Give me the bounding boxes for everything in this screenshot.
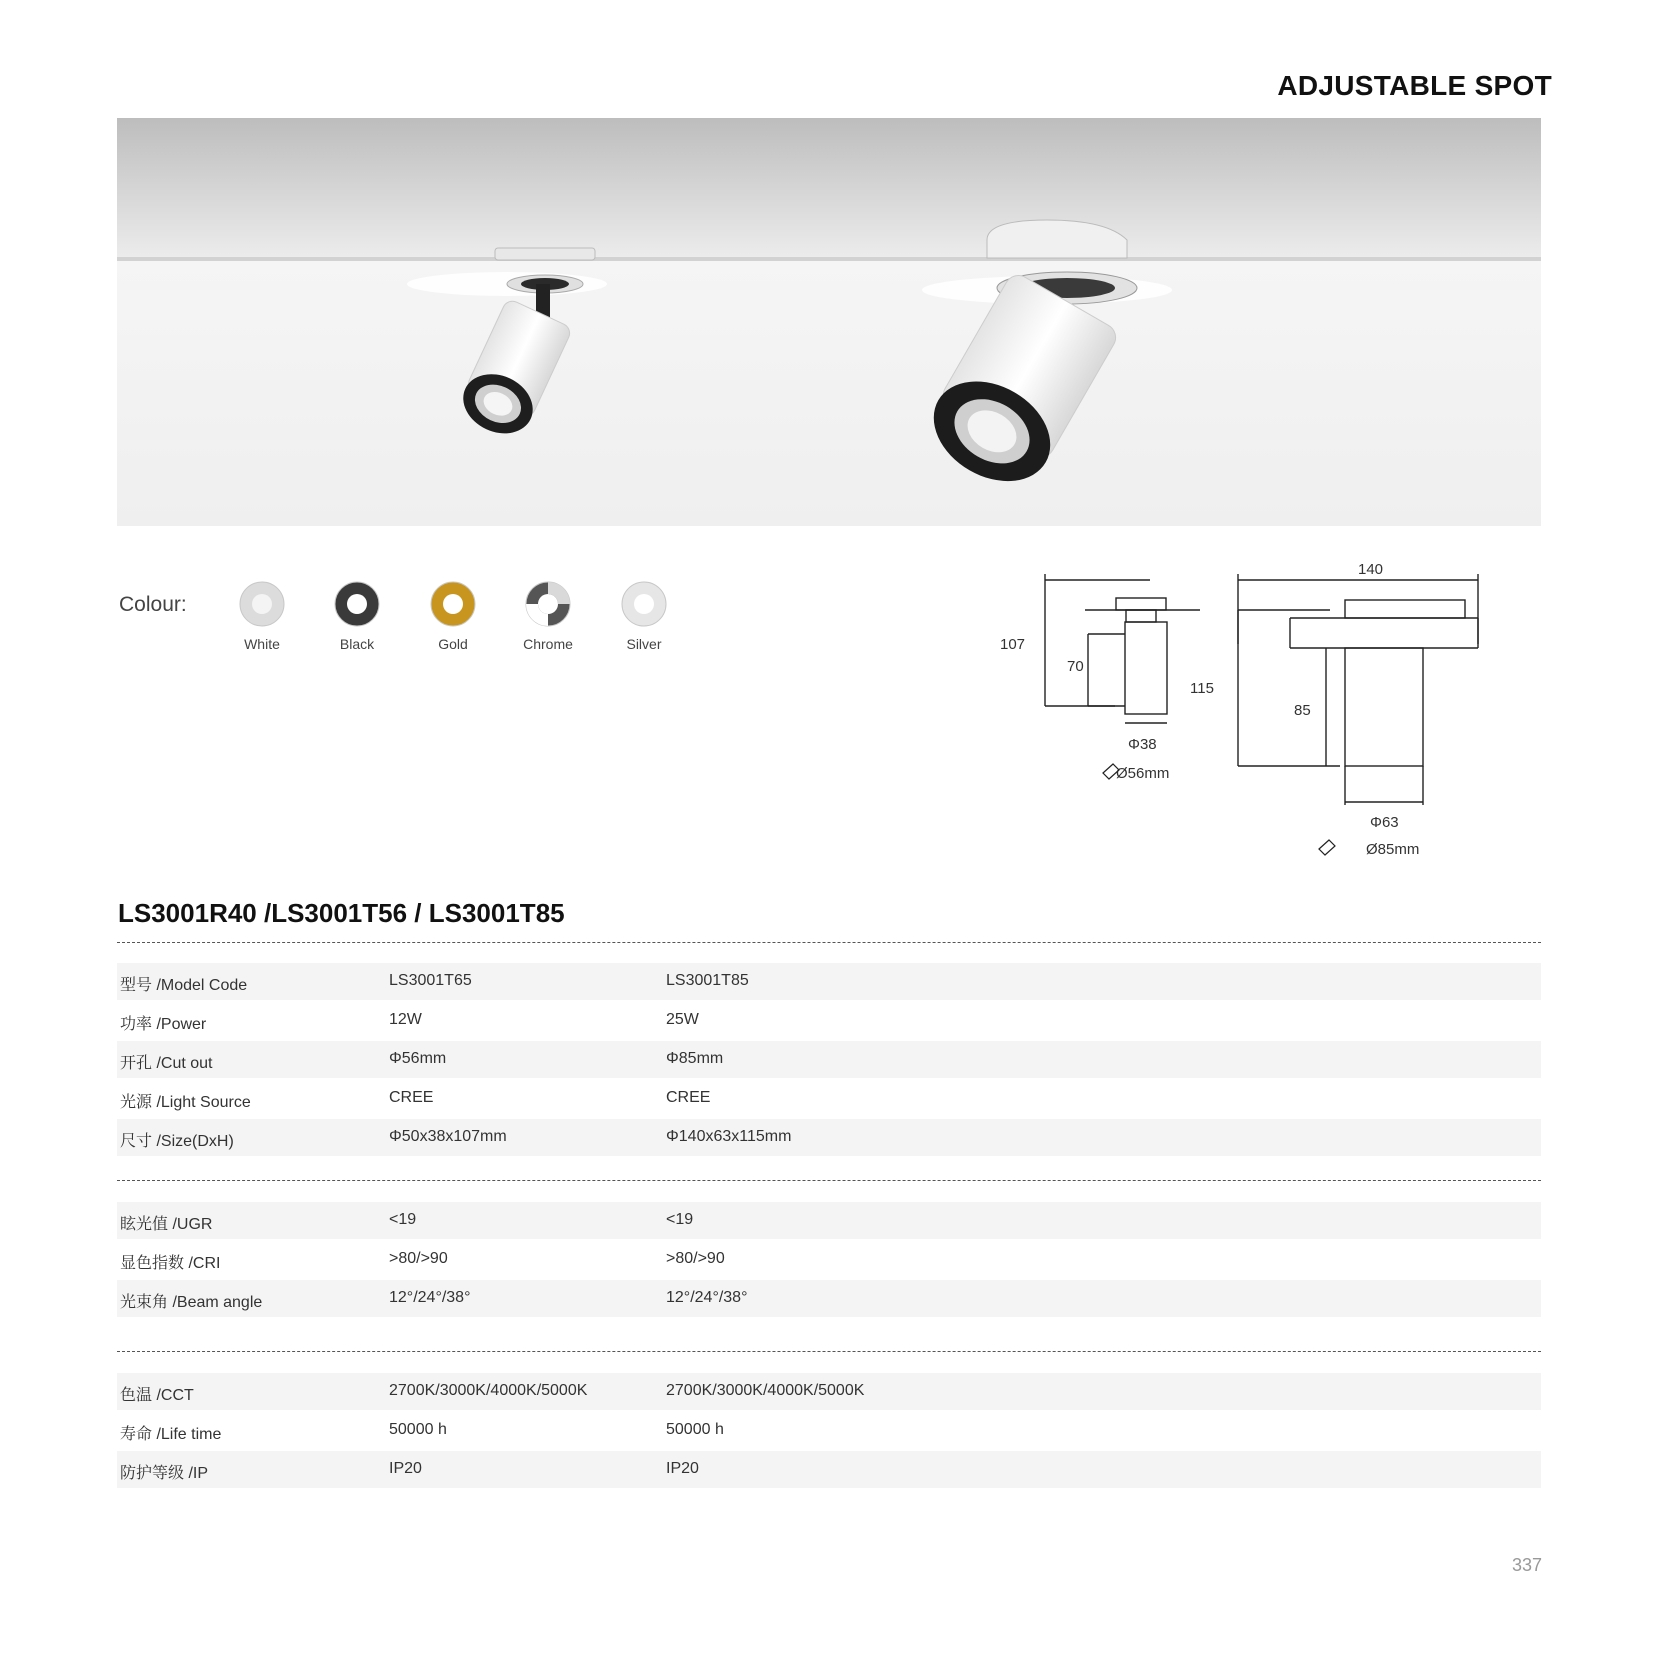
spec-value-1: 50000 h xyxy=(389,1421,447,1438)
spec-row xyxy=(117,1119,1541,1156)
page-title: ADJUSTABLE SPOT xyxy=(1277,70,1552,101)
spec-row xyxy=(117,1373,1541,1410)
spec-value-1: LS3001T65 xyxy=(389,972,472,989)
spec-label: 开孔 /Cut out xyxy=(120,1055,213,1072)
svg-text:Φ38: Φ38 xyxy=(1128,736,1157,753)
spec-label: 光源 /Light Source xyxy=(120,1094,251,1111)
spec-label: 尺寸 /Size(DxH) xyxy=(120,1133,234,1150)
spec-value-1: <19 xyxy=(389,1211,417,1228)
spec-row xyxy=(117,1241,1541,1278)
dashed-divider xyxy=(117,942,1541,943)
spec-value-1: IP20 xyxy=(389,1460,422,1477)
spec-label: 功率 /Power xyxy=(120,1016,207,1033)
spec-value-1: Φ50x38x107mm xyxy=(389,1128,507,1145)
spec-value-1: CREE xyxy=(389,1089,434,1106)
spec-label: 防护等级 /IP xyxy=(120,1465,209,1482)
colour-swatch xyxy=(222,580,302,652)
svg-text:140: 140 xyxy=(1358,561,1384,578)
spec-row xyxy=(117,1280,1541,1317)
colour-name: Gold xyxy=(438,636,468,652)
spec-value-2: CREE xyxy=(666,1089,711,1106)
svg-text:115: 115 xyxy=(1190,680,1214,697)
spec-row xyxy=(117,1202,1541,1239)
dashed-divider xyxy=(117,1180,1541,1181)
spec-value-2: LS3001T85 xyxy=(666,972,749,989)
colour-name: White xyxy=(244,636,280,652)
svg-text:Ø85mm: Ø85mm xyxy=(1366,841,1420,858)
spec-value-2: Φ85mm xyxy=(666,1050,724,1067)
colour-label: Colour: xyxy=(119,593,187,616)
spec-label: 眩光值 /UGR xyxy=(120,1216,213,1233)
dashed-divider xyxy=(117,1351,1541,1352)
colour-swatch xyxy=(604,580,684,652)
spec-value-2: 12°/24°/38° xyxy=(666,1289,748,1306)
colour-swatch xyxy=(413,580,493,652)
spec-value-1: 12°/24°/38° xyxy=(389,1289,471,1306)
spec-row xyxy=(117,963,1541,1000)
spec-value-2: IP20 xyxy=(666,1460,699,1477)
spec-value-2: <19 xyxy=(666,1211,694,1228)
spec-label: 光束角 /Beam angle xyxy=(120,1294,263,1311)
colour-swatch-icon xyxy=(524,580,572,628)
spec-value-2: >80/>90 xyxy=(666,1250,725,1267)
svg-text:107: 107 xyxy=(1000,636,1026,653)
spec-value-1: 12W xyxy=(389,1011,422,1028)
product-hero-image xyxy=(117,118,1541,526)
spec-label: 型号 /Model Code xyxy=(120,977,248,994)
spec-label: 寿命 /Life time xyxy=(120,1426,222,1443)
spec-value-2: Φ140x63x115mm xyxy=(666,1128,792,1145)
colour-swatch-icon xyxy=(333,580,381,628)
spec-value-2: 2700K/3000K/4000K/5000K xyxy=(666,1382,865,1399)
page-number: 337 xyxy=(1511,1555,1542,1575)
svg-text:Ø56mm: Ø56mm xyxy=(1116,765,1170,782)
spec-label: 显色指数 /CRI xyxy=(120,1255,221,1272)
spec-row xyxy=(117,1451,1541,1488)
colour-name: Black xyxy=(339,636,375,652)
spec-row xyxy=(117,1412,1541,1449)
spec-label: 色温 /CCT xyxy=(120,1387,194,1404)
spec-value-1: 2700K/3000K/4000K/5000K xyxy=(389,1382,588,1399)
colour-swatch-icon xyxy=(429,580,477,628)
spec-row xyxy=(117,1002,1541,1039)
spec-value-1: >80/>90 xyxy=(389,1250,448,1267)
svg-text:70: 70 xyxy=(1067,658,1084,675)
dimension-diagram xyxy=(1000,560,1520,860)
colour-name: Silver xyxy=(626,636,662,652)
spec-row xyxy=(117,1041,1541,1078)
svg-text:85: 85 xyxy=(1294,702,1311,719)
svg-text:Φ63: Φ63 xyxy=(1370,814,1399,831)
colour-swatch xyxy=(508,580,588,652)
spec-value-1: Φ56mm xyxy=(389,1050,447,1067)
spec-value-2: 25W xyxy=(666,1011,699,1028)
colour-swatch-icon xyxy=(238,580,286,628)
model-title: LS3001R40 /LS3001T56 / LS3001T85 xyxy=(118,898,565,928)
spec-row xyxy=(117,1080,1541,1117)
colour-swatch xyxy=(317,580,397,652)
colour-name: Chrome xyxy=(523,636,573,652)
spec-value-2: 50000 h xyxy=(666,1421,724,1438)
colour-swatch-icon xyxy=(620,580,668,628)
